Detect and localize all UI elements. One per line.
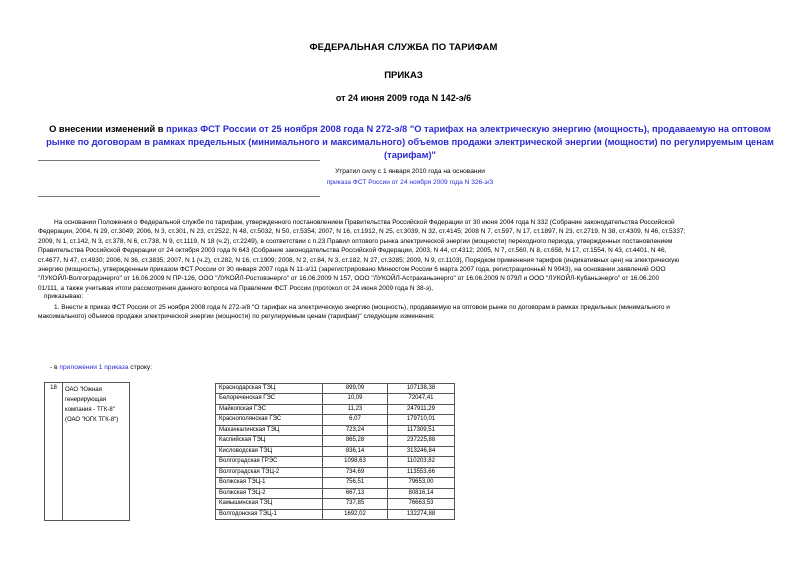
company-cell — [63, 383, 130, 521]
plant-value-1: 865,28 — [323, 436, 388, 447]
divider-top — [38, 160, 320, 161]
title-order-link[interactable]: приказ ФСТ России от 25 ноября 2008 года N 272-э/8 "О тарифах на электрическую энергию (мощность), продаваемую на оптовом рынке по договорам в рамках предельных (минимального и максимального) объемов продажи электрической энергии (мощности) по регулируемым ценам (тарифам)" — [46, 124, 774, 160]
divider-bottom — [38, 196, 320, 197]
plant-value-2: 76663,53 — [388, 499, 455, 510]
plant-value-2: 313246,84 — [388, 446, 455, 457]
item1-paragraph — [38, 303, 800, 322]
table-row — [216, 436, 455, 447]
table-row — [216, 478, 455, 489]
plant-value-1: 1692,02 — [323, 509, 388, 520]
table-row — [216, 425, 455, 436]
order-word: приказываю: — [44, 293, 84, 300]
plant-value-2: 79653,00 — [388, 478, 455, 489]
paragraph-line: Федерации, 2004, N 29, ст.3049; 2006, N 3, ст.301, N 23, ст.2522, N 48, ст.5032, N 50, ст.5354; 2007, N 16, ст.1912, N 25, ст.3039, N 32, ст.4145; 2008 N 7, ст.597, N 17, ст.1897, N 23, ст.2719, N 38, ст.4309, N 46, ст.5337; — [38, 228, 686, 236]
plant-value-2: 72047,41 — [388, 394, 455, 405]
document-type: ПРИКАЗ — [384, 70, 423, 81]
table-row — [216, 457, 455, 468]
paragraph-line: На основании Положения о Федеральной службе по тарифам, утвержденного постановлением Правительства Российской Федерации от 30 июня 2004 года N 332 (Собрание законодательства Российской — [54, 219, 675, 226]
plant-value-2: 179710,01 — [388, 415, 455, 426]
plant-value-1: 899,09 — [323, 383, 388, 394]
plant-value-1: 1098,63 — [323, 457, 388, 468]
plant-value-2: 132274,88 — [388, 509, 455, 520]
plant-name: Кисловодская ТЭЦ — [216, 446, 323, 457]
plant-value-1: 6,07 — [323, 415, 388, 426]
plant-table — [215, 383, 455, 521]
appendix-note: - в приложении 1 приказа строку: — [50, 364, 153, 371]
table-row — [216, 415, 455, 426]
table-row — [216, 499, 455, 510]
plant-value-2: 80816,14 — [388, 488, 455, 499]
plant-value-1: 836,14 — [323, 446, 388, 457]
plant-value-1: 723,24 — [323, 425, 388, 436]
company-name-line: ОАО "Южная — [65, 387, 102, 393]
plant-value-1: 734,69 — [323, 467, 388, 478]
agency-name: ФЕДЕРАЛЬНАЯ СЛУЖБА ПО ТАРИФАМ — [309, 42, 498, 53]
plant-name: Краснополянская ГЭС — [216, 415, 323, 426]
paragraph-line: 01/111, а также учитывая итоги рассмотрения данного вопроса на Правлении ФСТ России (протокол от 24 июня 2009 года N 38-э), — [38, 284, 434, 292]
lost-force-note — [260, 166, 560, 188]
tariff-table — [44, 382, 455, 521]
plant-name: Волжская ТЭЦ-2 — [216, 488, 323, 499]
plant-value-1: 11,23 — [323, 404, 388, 415]
plant-value-2: 237225,88 — [388, 436, 455, 447]
plant-name: Белореченская ГЭС — [216, 394, 323, 405]
plant-value-2: 247911,29 — [388, 404, 455, 415]
plant-name: Волжская ТЭЦ-1 — [216, 478, 323, 489]
plant-value-1: 10,09 — [323, 394, 388, 405]
table-row — [216, 383, 455, 394]
company-name-line: генерирующая — [65, 397, 107, 403]
plant-value-2: 110203,82 — [388, 457, 455, 468]
document-title — [40, 123, 780, 162]
paragraph-line: 2009, N 1, ст.142, N 3, ст.378, N 6, ст.738, N 9, ст.1119, N 18 (ч.2), ст.2249), в соответствии с п.23 Правил оптового рынка электрической энергии (мощности) переходного периода, утвержденных постановлением — [38, 237, 673, 245]
company-name-line: компания - ТГК-8" — [65, 407, 115, 413]
table-row — [216, 509, 455, 520]
plant-name: Волгоградская ТЭЦ-2 — [216, 467, 323, 478]
title-prefix: О внесении изменений в — [49, 124, 167, 134]
plant-name: Махачкалинская ТЭЦ — [216, 425, 323, 436]
paragraph-line: Правительства Российской Федерации от 24 октября 2003 года N 643 (Собрание законодательства Российской Федерации, 2003, N 44, ст.4312; 2005, N 7, ст.560, N 8, ст.658, N 17, ст.1554, N 43, ст.4401, N 46, — [38, 247, 667, 255]
plant-value-2: 117309,51 — [388, 425, 455, 436]
row-number: 18 — [45, 383, 63, 521]
lost-force-link[interactable]: приказа ФСТ России от 24 ноября 2009 года N 326-э/3 — [326, 179, 494, 186]
plant-value-1: 737,85 — [323, 499, 388, 510]
plant-name: Майкопская ГЭС — [216, 404, 323, 415]
plant-value-2: 113553,66 — [388, 467, 455, 478]
basis-paragraph — [38, 218, 800, 293]
paragraph-line: ст.4677, N 47, ст.4930; 2006, N 36, ст.3835; 2007, N 1 (ч.2), ст.282, N 16, ст.1909; 2008, N 2, ст.84, N 3, ст.182, N 27, ст.3285; 2009, N 9, ст.1103), Порядком применения тарифов (индикативных цен) на электрическую — [38, 256, 680, 264]
lost-force-line1: Утратил силу с 1 января 2010 года на основании — [335, 168, 485, 175]
table-row — [216, 467, 455, 478]
document-date-number: от 24 июня 2009 года N 142-э/6 — [335, 93, 472, 103]
plant-value-1: 756,51 — [323, 478, 388, 489]
paragraph-line: энергию (мощность), утвержденным приказом ФСТ России от 30 января 2007 года N 11-э/11 (зарегистрировано Минюстом России 6 марта 2007 года, регистрационный N 9043), на основании заявлений ООО — [38, 265, 666, 273]
table-row — [216, 394, 455, 405]
plant-name: Краснодарская ТЭЦ — [216, 383, 323, 394]
company-name-line: (ОАО "ЮГК ТГК-8") — [65, 417, 119, 423]
plant-name: Каспийская ТЭЦ — [216, 436, 323, 447]
plant-value-2: 107138,38 — [388, 383, 455, 394]
appendix-link[interactable]: приложении 1 приказа — [59, 364, 129, 371]
plant-name: Волгоградская ГРЭС — [216, 457, 323, 468]
paragraph-line: 1. Внести в приказ ФСТ России от 25 ноября 2008 года N 272-э/8 "О тарифах на электрическую энергию (мощность), продаваемую на оптовом рынке по договорам в рамках предельных (минимального и — [54, 304, 670, 311]
table-row — [216, 404, 455, 415]
table-row — [216, 446, 455, 457]
paragraph-line: максимального) объемов продажи электрической энергии (мощности) по регулируемым ценам (тарифам)" следующие изменения: — [38, 313, 435, 321]
plant-name: Камышинская ТЭЦ — [216, 499, 323, 510]
plant-value-1: 667,13 — [323, 488, 388, 499]
plant-name: Волгодонская ТЭЦ-1 — [216, 509, 323, 520]
table-row — [216, 488, 455, 499]
paragraph-line: "ЛУКОЙЛ-Волгоградэнерго" от 16.06.2009 N ПР-126, ООО "ЛУКОЙЛ-Ростовэнерго" от 16.06.2009 N 157, ООО "ЛУКОЙЛ-Астраханьэнерго" от 16.06.2009 N 079Л и ООО "ЛУКОЙЛ-Кубаньэнерго" от 16.06.200 — [38, 275, 660, 283]
